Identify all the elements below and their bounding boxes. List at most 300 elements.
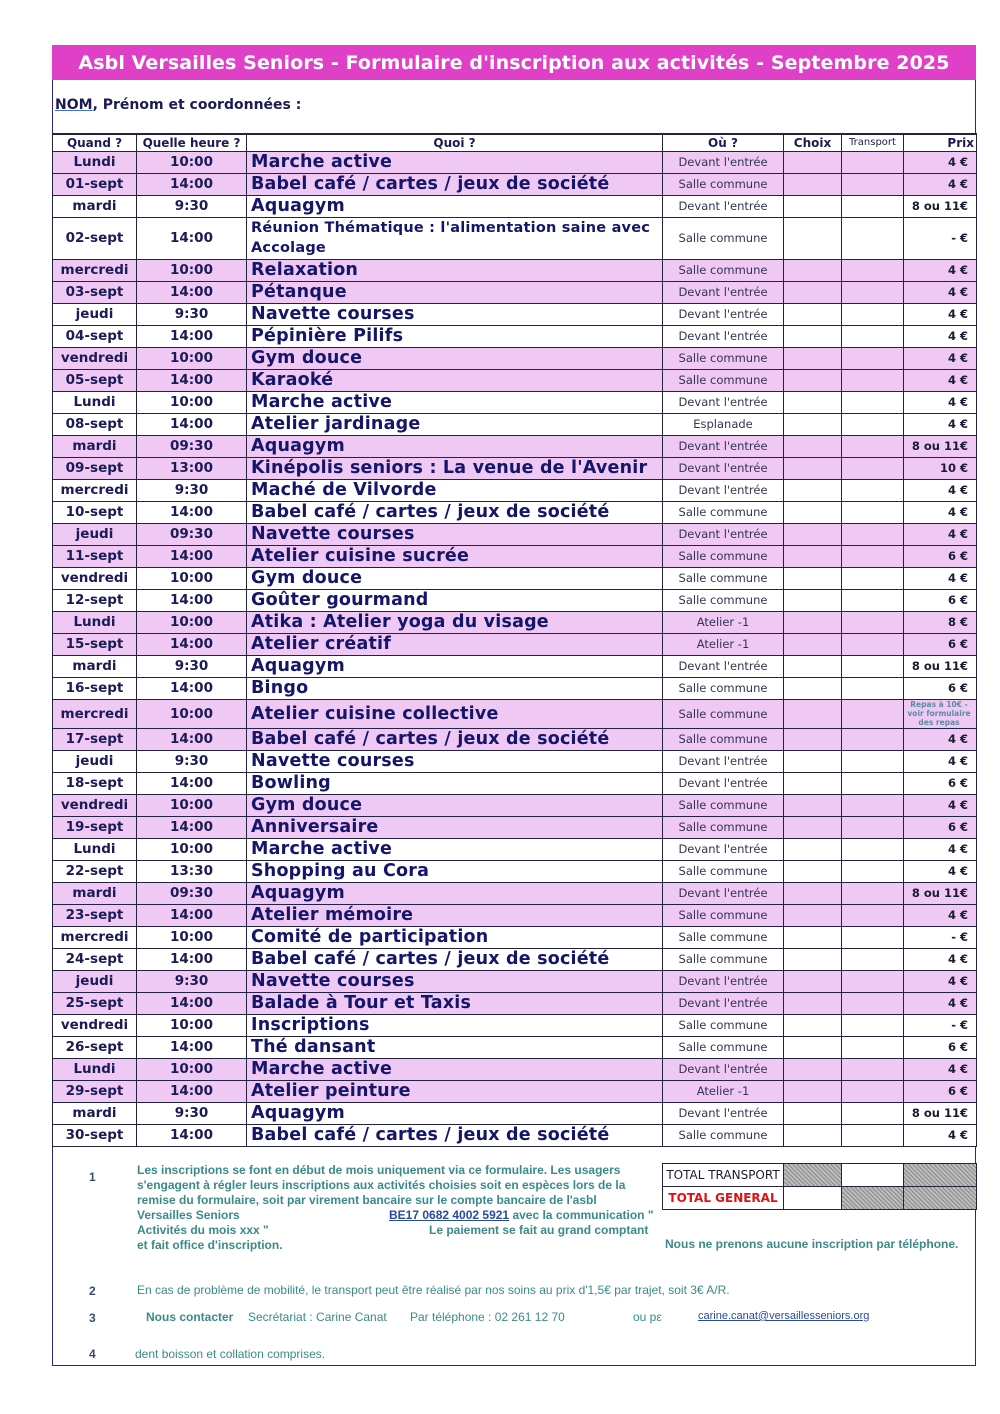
time-cell: 10:00 <box>137 567 247 589</box>
time-cell: 9:30 <box>137 655 247 677</box>
choix-checkbox-cell[interactable] <box>784 1036 842 1058</box>
price-cell: 4 € <box>904 523 977 545</box>
price-cell: 4 € <box>904 151 977 173</box>
location-cell: Salle commune <box>663 369 784 391</box>
time-cell: 9:30 <box>137 970 247 992</box>
transport-checkbox-cell[interactable] <box>842 281 904 303</box>
transport-checkbox-cell[interactable] <box>842 882 904 904</box>
transport-checkbox-cell[interactable] <box>842 1014 904 1036</box>
day-cell: Lundi <box>53 838 137 860</box>
day-cell: Lundi <box>53 151 137 173</box>
choix-checkbox-cell[interactable] <box>784 970 842 992</box>
day-cell: 25-sept <box>53 992 137 1014</box>
choix-checkbox-cell[interactable] <box>784 413 842 435</box>
location-cell: Salle commune <box>663 699 784 728</box>
choix-checkbox-cell[interactable] <box>784 750 842 772</box>
table-row <box>53 391 977 413</box>
choix-checkbox-cell[interactable] <box>784 259 842 281</box>
transport-checkbox-cell[interactable] <box>842 794 904 816</box>
location-cell: Atelier -1 <box>663 633 784 655</box>
email-link[interactable]: carine.canat@versaillesseniors.org <box>698 1310 870 1322</box>
table-row <box>53 435 977 457</box>
choix-checkbox-cell[interactable] <box>784 347 842 369</box>
time-cell: 14:00 <box>137 545 247 567</box>
day-cell: mercredi <box>53 259 137 281</box>
activity-cell: Atika : Atelier yoga du visage <box>247 611 663 633</box>
price-cell: 4 € <box>904 173 977 195</box>
price-cell: 4 € <box>904 750 977 772</box>
choix-checkbox-cell[interactable] <box>784 479 842 501</box>
table-row <box>53 347 977 369</box>
activity-cell: Navette courses <box>247 750 663 772</box>
table-row <box>53 567 977 589</box>
time-cell: 14:00 <box>137 1080 247 1102</box>
secretariat-text: Secrétariat : Carine Canat <box>248 1310 387 1324</box>
time-cell: 9:30 <box>137 750 247 772</box>
choix-checkbox-cell[interactable] <box>784 501 842 523</box>
time-cell: 9:30 <box>137 195 247 217</box>
table-row <box>53 217 977 259</box>
day-cell: mercredi <box>53 926 137 948</box>
location-cell: Devant l'entrée <box>663 195 784 217</box>
activity-cell: Thé dansant <box>247 1036 663 1058</box>
time-cell: 14:00 <box>137 589 247 611</box>
location-cell: Devant l'entrée <box>663 992 784 1014</box>
activity-cell: Babel café / cartes / jeux de société <box>247 948 663 970</box>
time-cell: 09:30 <box>137 882 247 904</box>
day-cell: 24-sept <box>53 948 137 970</box>
transport-checkbox-cell[interactable] <box>842 838 904 860</box>
bank-account-link[interactable]: BE17 0682 4002 5921 <box>389 1208 510 1222</box>
location-cell: Devant l'entrée <box>663 303 784 325</box>
activity-cell: Gym douce <box>247 567 663 589</box>
table-row <box>53 655 977 677</box>
total-transport-label: TOTAL TRANSPORT <box>663 1164 784 1187</box>
choix-checkbox-cell[interactable] <box>784 151 842 173</box>
time-cell: 14:00 <box>137 1036 247 1058</box>
footnote-1-line-c: remise du formulaire, soit par virement bancaire sur le compte bancaire de l'asbl <box>137 1193 597 1207</box>
transport-checkbox-cell[interactable] <box>842 926 904 948</box>
col-header-quand: Quand ? <box>53 134 137 151</box>
activity-cell: Atelier mémoire <box>247 904 663 926</box>
transport-checkbox-cell[interactable] <box>842 816 904 838</box>
transport-checkbox-cell[interactable] <box>842 772 904 794</box>
activity-cell: Kinépolis seniors : La venue de l'Avenir <box>247 457 663 479</box>
time-cell: 14:00 <box>137 816 247 838</box>
table-row <box>53 699 977 728</box>
contact-label: Nous contacter <box>146 1310 234 1324</box>
choix-checkbox-cell[interactable] <box>784 838 842 860</box>
price-cell: 6 € <box>904 545 977 567</box>
location-cell: Salle commune <box>663 589 784 611</box>
location-cell: Devant l'entrée <box>663 1102 784 1124</box>
choix-checkbox-cell[interactable] <box>784 992 842 1014</box>
location-cell: Salle commune <box>663 1036 784 1058</box>
price-cell: 8 ou 11€ <box>904 1102 977 1124</box>
price-cell: 4 € <box>904 794 977 816</box>
price-cell: 4 € <box>904 838 977 860</box>
choix-checkbox-cell[interactable] <box>784 948 842 970</box>
time-cell: 10:00 <box>137 1058 247 1080</box>
day-cell: 01-sept <box>53 173 137 195</box>
day-cell: 22-sept <box>53 860 137 882</box>
table-row <box>53 413 977 435</box>
choix-checkbox-cell[interactable] <box>784 303 842 325</box>
choix-checkbox-cell[interactable] <box>784 882 842 904</box>
price-cell: 4 € <box>904 904 977 926</box>
day-cell: vendredi <box>53 794 137 816</box>
choix-checkbox-cell[interactable] <box>784 728 842 750</box>
transport-checkbox-cell[interactable] <box>842 860 904 882</box>
location-cell: Salle commune <box>663 259 784 281</box>
choix-checkbox-cell[interactable] <box>784 1102 842 1124</box>
price-cell: 4 € <box>904 948 977 970</box>
total-general-value[interactable] <box>904 1187 977 1210</box>
nom-rest-label: , Prénom et coordonnées : <box>92 97 302 113</box>
location-cell: Devant l'entrée <box>663 1058 784 1080</box>
activity-cell: Balade à Tour et Taxis <box>247 992 663 1014</box>
table-header-row <box>53 134 977 151</box>
price-cell: 8 ou 11€ <box>904 435 977 457</box>
col-header-transport: Transport <box>842 134 904 151</box>
table-row <box>53 281 977 303</box>
transport-checkbox-cell[interactable] <box>842 173 904 195</box>
table-row <box>53 1102 977 1124</box>
location-cell: Atelier -1 <box>663 611 784 633</box>
time-cell: 9:30 <box>137 1102 247 1124</box>
transport-checkbox-cell[interactable] <box>842 699 904 728</box>
activity-cell: Aquagym <box>247 882 663 904</box>
price-cell: 4 € <box>904 567 977 589</box>
footnote-2-number: 2 <box>89 1284 96 1298</box>
transport-checkbox-cell[interactable] <box>842 501 904 523</box>
transport-checkbox-cell[interactable] <box>842 259 904 281</box>
time-cell: 14:00 <box>137 633 247 655</box>
choix-checkbox-cell[interactable] <box>784 457 842 479</box>
price-cell: 10 € <box>904 457 977 479</box>
transport-checkbox-cell[interactable] <box>842 325 904 347</box>
transport-checkbox-cell[interactable] <box>842 1102 904 1124</box>
choix-checkbox-cell[interactable] <box>784 545 842 567</box>
total-transport-row <box>663 1164 977 1187</box>
location-cell: Salle commune <box>663 217 784 259</box>
price-cell: 4 € <box>904 501 977 523</box>
table-row <box>53 992 977 1014</box>
footnote-1-text <box>137 1163 657 1253</box>
day-cell: mardi <box>53 655 137 677</box>
activity-cell: Atelier créatif <box>247 633 663 655</box>
price-cell: 6 € <box>904 633 977 655</box>
location-cell: Devant l'entrée <box>663 479 784 501</box>
transport-checkbox-cell[interactable] <box>842 589 904 611</box>
choix-checkbox-cell[interactable] <box>784 926 842 948</box>
transport-checkbox-cell[interactable] <box>842 1058 904 1080</box>
choix-checkbox-cell[interactable] <box>784 1014 842 1036</box>
activity-cell: Navette courses <box>247 303 663 325</box>
time-cell: 09:30 <box>137 435 247 457</box>
location-cell: Salle commune <box>663 948 784 970</box>
day-cell: 02-sept <box>53 217 137 259</box>
day-cell: mercredi <box>53 479 137 501</box>
transport-checkbox-cell[interactable] <box>842 369 904 391</box>
activity-cell: Maché de Vilvorde <box>247 479 663 501</box>
choix-checkbox-cell[interactable] <box>784 391 842 413</box>
choix-checkbox-cell[interactable] <box>784 904 842 926</box>
table-row <box>53 611 977 633</box>
transport-checkbox-cell[interactable] <box>842 611 904 633</box>
time-cell: 14:00 <box>137 948 247 970</box>
time-cell: 13:30 <box>137 860 247 882</box>
table-row <box>53 501 977 523</box>
time-cell: 14:00 <box>137 1124 247 1146</box>
table-row <box>53 816 977 838</box>
transport-checkbox-cell[interactable] <box>842 750 904 772</box>
table-row <box>53 325 977 347</box>
time-cell: 14:00 <box>137 217 247 259</box>
price-cell: 6 € <box>904 816 977 838</box>
nom-prenom-label <box>55 97 301 113</box>
choix-checkbox-cell[interactable] <box>784 435 842 457</box>
table-row <box>53 589 977 611</box>
time-cell: 14:00 <box>137 281 247 303</box>
location-cell: Salle commune <box>663 1014 784 1036</box>
choix-checkbox-cell[interactable] <box>784 173 842 195</box>
transport-checkbox-cell[interactable] <box>842 948 904 970</box>
price-cell: 4 € <box>904 1124 977 1146</box>
day-cell: mardi <box>53 435 137 457</box>
transport-checkbox-cell[interactable] <box>842 195 904 217</box>
location-cell: Devant l'entrée <box>663 281 784 303</box>
total-general-row <box>663 1187 977 1210</box>
transport-checkbox-cell[interactable] <box>842 457 904 479</box>
activity-cell: Inscriptions <box>247 1014 663 1036</box>
transport-checkbox-cell[interactable] <box>842 655 904 677</box>
price-cell: 4 € <box>904 992 977 1014</box>
price-cell: 4 € <box>904 413 977 435</box>
price-cell: - € <box>904 926 977 948</box>
choix-checkbox-cell[interactable] <box>784 369 842 391</box>
transport-checkbox-cell[interactable] <box>842 391 904 413</box>
table-row <box>53 677 977 699</box>
transport-checkbox-cell[interactable] <box>842 633 904 655</box>
activity-cell: Navette courses <box>247 523 663 545</box>
price-cell: 8 ou 11€ <box>904 882 977 904</box>
table-row <box>53 523 977 545</box>
table-row <box>53 1036 977 1058</box>
price-cell: 8 ou 11€ <box>904 655 977 677</box>
time-cell: 14:00 <box>137 904 247 926</box>
table-row <box>53 882 977 904</box>
time-cell: 10:00 <box>137 794 247 816</box>
choix-checkbox-cell[interactable] <box>784 860 842 882</box>
activity-cell: Aquagym <box>247 655 663 677</box>
phone-text: Par téléphone : 02 261 12 70 <box>410 1310 565 1324</box>
price-cell: 8 ou 11€ <box>904 195 977 217</box>
location-cell: Devant l'entrée <box>663 750 784 772</box>
time-cell: 10:00 <box>137 151 247 173</box>
table-row <box>53 173 977 195</box>
price-cell: - € <box>904 217 977 259</box>
location-cell: Salle commune <box>663 545 784 567</box>
table-row <box>53 151 977 173</box>
table-row <box>53 904 977 926</box>
price-cell: 4 € <box>904 281 977 303</box>
total-transport-value[interactable] <box>842 1164 904 1187</box>
time-cell: 10:00 <box>137 347 247 369</box>
table-row <box>53 1080 977 1102</box>
location-cell: Devant l'entrée <box>663 970 784 992</box>
transport-checkbox-cell[interactable] <box>842 728 904 750</box>
choix-checkbox-cell[interactable] <box>784 281 842 303</box>
time-cell: 14:00 <box>137 173 247 195</box>
price-cell: 4 € <box>904 860 977 882</box>
location-cell: Devant l'entrée <box>663 655 784 677</box>
choix-checkbox-cell[interactable] <box>784 217 842 259</box>
table-row <box>53 728 977 750</box>
choix-checkbox-cell[interactable] <box>784 567 842 589</box>
table-row <box>53 303 977 325</box>
transport-checkbox-cell[interactable] <box>842 523 904 545</box>
activity-cell: Pétanque <box>247 281 663 303</box>
day-cell: 08-sept <box>53 413 137 435</box>
table-row <box>53 1014 977 1036</box>
choix-checkbox-cell[interactable] <box>784 589 842 611</box>
time-cell: 10:00 <box>137 838 247 860</box>
day-cell: 05-sept <box>53 369 137 391</box>
location-cell: Devant l'entrée <box>663 151 784 173</box>
day-cell: Lundi <box>53 611 137 633</box>
location-cell: Salle commune <box>663 728 784 750</box>
transport-checkbox-cell[interactable] <box>842 677 904 699</box>
day-cell: 16-sept <box>53 677 137 699</box>
location-cell: Salle commune <box>663 173 784 195</box>
activity-cell: Atelier cuisine collective <box>247 699 663 728</box>
transport-checkbox-cell[interactable] <box>842 567 904 589</box>
location-cell: Salle commune <box>663 1124 784 1146</box>
activity-cell: Marche active <box>247 391 663 413</box>
transport-checkbox-cell[interactable] <box>842 217 904 259</box>
table-row <box>53 369 977 391</box>
footnote-1-line-a: Les inscriptions se font en début de mois uniquement via ce formulaire. Les usagers <box>137 1163 621 1177</box>
location-cell: Devant l'entrée <box>663 882 784 904</box>
day-cell: jeudi <box>53 970 137 992</box>
footnote-1-line-h: et fait office d'inscription. <box>137 1238 283 1252</box>
day-cell: 09-sept <box>53 457 137 479</box>
day-cell: jeudi <box>53 303 137 325</box>
table-row <box>53 948 977 970</box>
time-cell: 14:00 <box>137 501 247 523</box>
time-cell: 10:00 <box>137 259 247 281</box>
transport-checkbox-cell[interactable] <box>842 347 904 369</box>
footnote-3-number: 3 <box>89 1311 96 1325</box>
footnote-1-versailles: Versailles Seniors <box>137 1208 240 1222</box>
time-cell: 10:00 <box>137 699 247 728</box>
table-row <box>53 195 977 217</box>
day-cell: mercredi <box>53 699 137 728</box>
transport-checkbox-cell[interactable] <box>842 1124 904 1146</box>
choix-checkbox-cell[interactable] <box>784 611 842 633</box>
choix-checkbox-cell[interactable] <box>784 195 842 217</box>
price-cell: 4 € <box>904 391 977 413</box>
price-cell: 4 € <box>904 1058 977 1080</box>
choix-checkbox-cell[interactable] <box>784 677 842 699</box>
footnote-4-number: 4 <box>89 1347 96 1361</box>
price-cell: Repas à 10€ - voir formulaire des repas <box>904 699 977 728</box>
transport-checkbox-cell[interactable] <box>842 992 904 1014</box>
choix-checkbox-cell[interactable] <box>784 655 842 677</box>
day-cell: 12-sept <box>53 589 137 611</box>
price-cell: 6 € <box>904 589 977 611</box>
choix-checkbox-cell[interactable] <box>784 325 842 347</box>
choix-checkbox-cell[interactable] <box>784 1080 842 1102</box>
activity-cell: Navette courses <box>247 970 663 992</box>
day-cell: 19-sept <box>53 816 137 838</box>
day-cell: mardi <box>53 195 137 217</box>
footnote-1-comptant: Le paiement se fait au grand comptant <box>429 1223 649 1237</box>
choix-checkbox-cell[interactable] <box>784 1124 842 1146</box>
transport-checkbox-cell[interactable] <box>842 303 904 325</box>
location-cell: Devant l'entrée <box>663 772 784 794</box>
location-cell: Devant l'entrée <box>663 325 784 347</box>
location-cell: Salle commune <box>663 501 784 523</box>
price-cell: 4 € <box>904 303 977 325</box>
day-cell: 26-sept <box>53 1036 137 1058</box>
choix-checkbox-cell[interactable] <box>784 699 842 728</box>
transport-checkbox-cell[interactable] <box>842 904 904 926</box>
time-cell: 09:30 <box>137 523 247 545</box>
activity-cell: Karaoké <box>247 369 663 391</box>
price-cell: - € <box>904 1014 977 1036</box>
activity-cell: Marche active <box>247 1058 663 1080</box>
transport-checkbox-cell[interactable] <box>842 970 904 992</box>
day-cell: mardi <box>53 1102 137 1124</box>
footnote-1-line-f <box>137 1223 657 1238</box>
transport-checkbox-cell[interactable] <box>842 435 904 457</box>
table-row <box>53 1124 977 1146</box>
choix-checkbox-cell[interactable] <box>784 1058 842 1080</box>
transport-checkbox-cell[interactable] <box>842 545 904 567</box>
choix-checkbox-cell[interactable] <box>784 816 842 838</box>
location-cell: Esplanade <box>663 413 784 435</box>
day-cell: jeudi <box>53 523 137 545</box>
total-general-choix <box>784 1187 842 1210</box>
activity-cell: Aquagym <box>247 435 663 457</box>
table-row <box>53 750 977 772</box>
choix-checkbox-cell[interactable] <box>784 523 842 545</box>
choix-checkbox-cell[interactable] <box>784 772 842 794</box>
price-cell: 6 € <box>904 772 977 794</box>
footnote-1-number: 1 <box>89 1170 96 1184</box>
choix-checkbox-cell[interactable] <box>784 794 842 816</box>
time-cell: 14:00 <box>137 369 247 391</box>
footnote-1-communication: avec la communication " <box>509 1208 654 1222</box>
transport-checkbox-cell[interactable] <box>842 151 904 173</box>
totals-table <box>662 1163 977 1210</box>
transport-checkbox-cell[interactable] <box>842 1080 904 1102</box>
transport-checkbox-cell[interactable] <box>842 479 904 501</box>
table-row <box>53 926 977 948</box>
transport-checkbox-cell[interactable] <box>842 413 904 435</box>
choix-checkbox-cell[interactable] <box>784 633 842 655</box>
activity-cell: Aquagym <box>247 195 663 217</box>
location-cell: Salle commune <box>663 567 784 589</box>
activity-cell: Atelier cuisine sucrée <box>247 545 663 567</box>
activity-cell: Aquagym <box>247 1102 663 1124</box>
time-cell: 10:00 <box>137 1014 247 1036</box>
location-cell: Devant l'entrée <box>663 435 784 457</box>
table-row <box>53 838 977 860</box>
transport-checkbox-cell[interactable] <box>842 1036 904 1058</box>
